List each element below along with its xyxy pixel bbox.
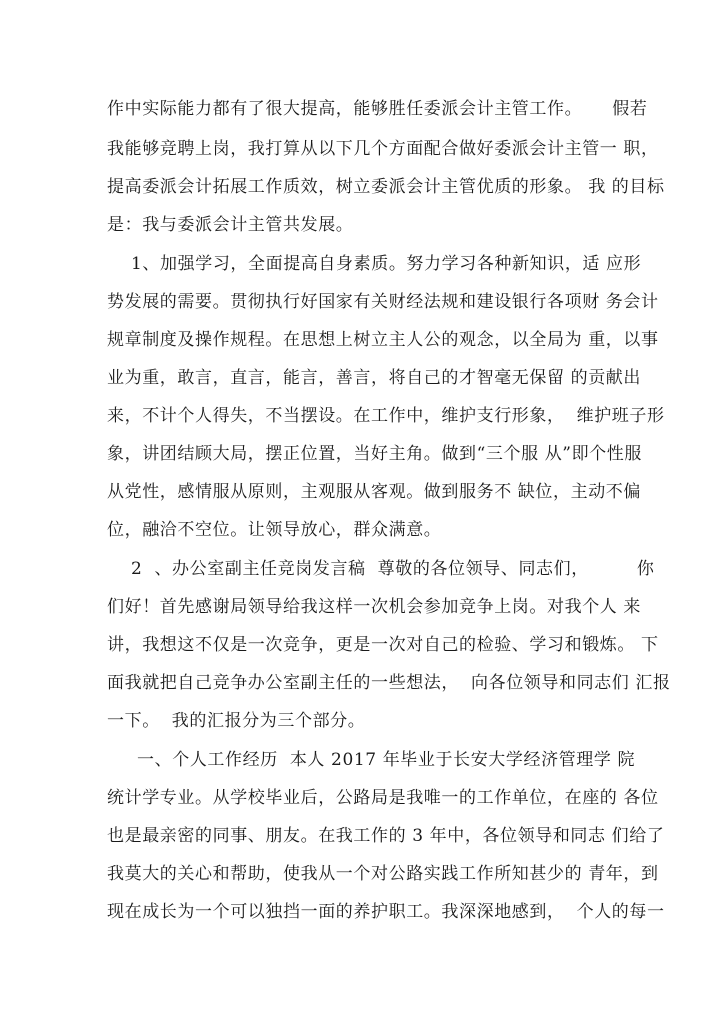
text-line: 来，不计个人得失，不当摆设。在工作中，维护支行形象， 维护班子形 [107,406,665,426]
text-line: 业为重，敢言，直言，能言，善言，将自己的才智毫无保留 的贡献出 [107,368,642,388]
text-line: 作中实际能力都有了很大提高，能够胜任委派会计主管工作。 假若 [107,99,648,119]
text-line: 我能够竞聘上岗，我打算从以下几个方面配合做好委派会计主管一 职， [107,139,659,159]
text-line: 规章制度及操作规程。在思想上树立主人公的观念，以全局为 重，以事 [107,330,659,350]
text-line: 面我就把自己竞争办公室副主任的一些想法， 向各位领导和同志们 汇报 [107,673,671,693]
text-line: 提高委派会计拓展工作质效，树立委派会计主管优质的形象。 我 的目标 [107,177,665,197]
text-line: 象，讲团结顾大局，摆正位置，当好主角。做到“三个服 从”即个性服 [107,444,642,464]
text-line: 一下。 我的汇报分为三个部分。 [107,711,366,731]
text-line: 势发展的需要。贯彻执行好国家有关财经法规和建设银行各项财 务会计 [107,292,659,312]
text-line: 2 、办公室副主任竞岗发言稿 尊敬的各位领导、同志们， 你 [107,559,655,579]
text-line: 位，融洽不空位。让领导放心，群众满意。 [107,520,442,540]
text-line: 讲，我想这不仅是一次竞争，更是一次对自己的检验、学习和锻炼。 下 [107,635,659,655]
text-line: 从党性，感情服从原则，主观服从客观。做到服务不 缺位，主动不偏 [107,482,642,502]
text-line: 们好！首先感谢局领导给我这样一次机会参加竞争上岗。对我个人 来 [107,597,642,617]
text-line: 也是最亲密的同事、朋友。在我工作的 3 年中，各位领导和同志 们给了 [107,826,665,846]
text-line: 一、个人工作经历 本人 2017 年毕业于长安大学经济管理学 院 [107,750,636,770]
text-line: 是：我与委派会计主管共发展。 [107,215,354,235]
text-line: 1、加强学习，全面提高自身素质。努力学习各种新知识，适 应形 [107,254,642,274]
text-line: 我莫大的关心和帮助，使我从一个对公路实践工作所知甚少的 青年，到 [107,864,659,884]
text-line: 统计学专业。从学校毕业后，公路局是我唯一的工作单位，在座的 各位 [107,788,659,808]
text-line: 现在成长为一个可以独挡一面的养护职工。我深深地感到， 个人的每一 [107,902,665,922]
